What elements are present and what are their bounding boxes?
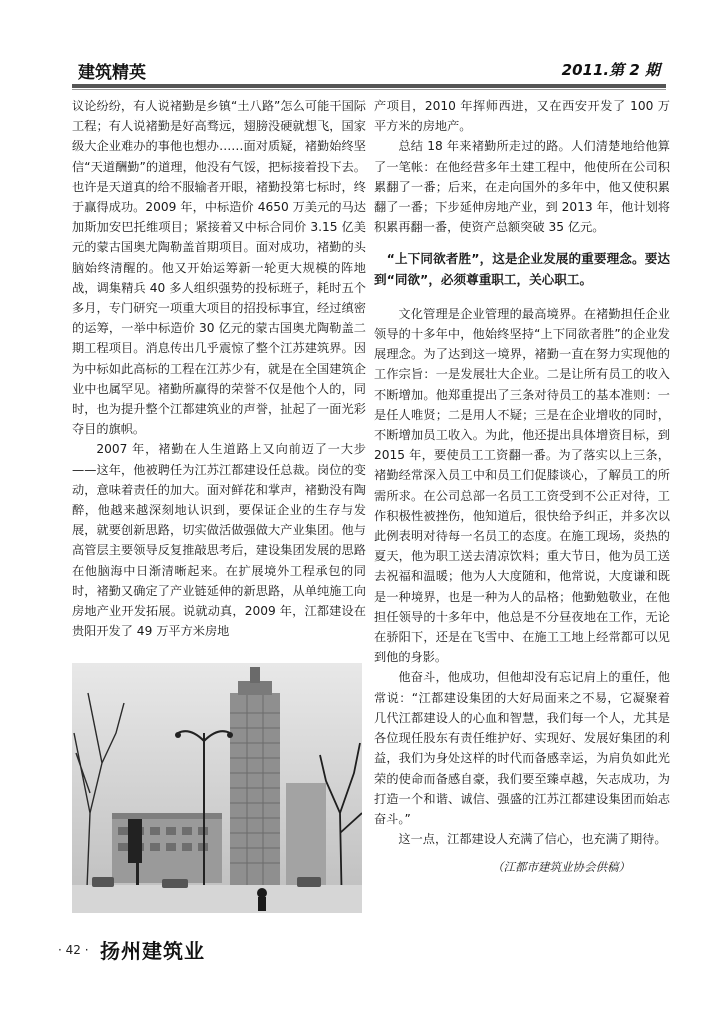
source-credit: （江都市建筑业协会供稿） — [492, 860, 630, 875]
section-title: 建筑精英 — [78, 63, 146, 83]
header-rule — [72, 84, 666, 88]
paragraph: 文化管理是企业管理的最高境界。在褚勤担任企业领导的十多年中，他始终坚持“上下同欲者胜”的企业发展理念。为了达到这一境界，褚勤一直在努力实现他的工作宗旨：一是发展壮大企业。二是让所有员工的收入不断增加。他郑重提出了三条对待员工的基本准则：一是任人唯贤；二是用人不疑；三是在企业增收的同时，不断增加员工收入。为此，他还提出具体增资目标，到 2015 年，要使员工工资翻一番。为了落实以上三条，褚勤经常深入员工中和员工们促膝谈心，了解员工的所需所求。在公司总部一名员工工资受到不公正对待，工作积极性被挫伤，他知道后，很快给予纠正，并多次以此例表明对待每一名员工的态度。在施工现场，炎热的夏天，他为职工送去清凉饮料；重大节日，他为员工送去祝福和温暖；他为人大度随和，他常说，大度谦和既是一种境界，也是一种为人的品格；他勤勉敬业，在他担任领导的十多年中，他总是不分昼夜地在工作，无论在骄阳下，还是在飞雪中、在施工工地上经常都可以见到他的身影。 — [374, 306, 670, 665]
photo-illustration — [72, 663, 362, 913]
header-rule-thin — [72, 89, 666, 90]
paragraph: 总结 18 年来褚勤所走过的路。人们清楚地给他算了一笔帐：在他经营多年土建工程中，他使所在公司积累翻了一番；后来，在走向国外的多年中，他又使积累翻了一番；下步延伸房地产业，到 2013 年，他计划将积累再翻一番，使资产总额突破 35 亿元。 — [374, 139, 670, 235]
paragraph: 2007 年，褚勤在人生道路上又向前迈了一大步——这年，他被聘任为江苏江都建设任总裁。岗位的变动，意味着责任的加大。面对鲜花和掌声，褚勤没有陶醉，他越来越深刻地认识到，要保证企业的生存与发展，就要创新思路，切实做活做强做大产业集团。他与高管层主要领导反复推敲思考后，建设集团发展的思路在他脑海中日渐清晰起来。在扩展境外工程承包的同时，褚勤又确定了产业链延伸的新思路，从单纯施工向房地产业开发拓展。说就动真，2009 年，江都建设在贵阳开发了 49 万平方米房地 — [72, 442, 366, 639]
left-column — [72, 96, 366, 641]
paragraph: 议论纷纷，有人说褚勤是乡镇“土八路”怎么可能干国际工程；有人说褚勤是好高骛远，翅膀没硬就想飞，国家级大企业难办的事他也想办……面对质疑，褚勤始终坚信“天道酬勤”的道理，他没有气馁，把标接着投下去。也许是天道真的给不服输者开眼，褚勤投第七标时，终于赢得成功。2009 年，中标造价 4650 万美元的马达加斯加安巴托维项目；紧接着又中标合同价 3.15 亿美元的蒙古国奥尤陶勒盖首期项目。面对成功，褚勤的头脑始终清醒的。他又开始运筹新一轮更大规模的阵地战，调集精兵 40 多人组织强势的投标班子，耗时五个多月，专门研究一项重大项目的招投标事宜，经过缜密的运筹，一举中标造价 30 亿元的蒙古国奥尤陶勒盖二期工程项目。消息传出几乎震惊了整个江苏建筑界。因为中标如此高标的工程在江苏少有，就是在全国建筑企业中也属罕见。褚勤所赢得的荣誉不仅是他个人的，同时，也为提升整个江都建筑业的声誉，扯起了一面光彩夺目的旗帜。 — [72, 99, 366, 437]
pull-quote: “上下同欲者胜”，这是企业发展的重要理念。要达到“同欲”，必须尊重职工，关心职工。 — [374, 251, 670, 287]
paragraph: 他奋斗，他成功，但他却没有忘记肩上的重任，他常说：“江都建设集团的大好局面来之不易，它凝聚着几代江都建设人的心血和智慧，我们每一个人，尤其是各位现任股东有责任维护好、实现好、发展好集团的利益，我们为身处这样的时代而备感幸运，为肩负如此光荣的使命而备感自豪，我们要至臻卓越，矢志成功，为打造一个和谐、诚信、强盛的江苏江都建设集团而始志奋斗。” — [374, 670, 670, 826]
magazine-logo: 扬州建筑业 — [100, 939, 205, 963]
issue-label: 2011.第 2 期 — [561, 61, 660, 79]
right-column — [374, 96, 670, 878]
paragraph: 这一点，江都建设人充满了信心，也充满了期待。 — [398, 832, 667, 847]
page-header — [72, 56, 666, 82]
paragraph: 产项目，2010 年挥师西进，又在西安开发了 100 万平方米的房地产。 — [374, 99, 670, 134]
page-number: · 42 · — [58, 943, 89, 957]
building-photo — [72, 663, 362, 913]
